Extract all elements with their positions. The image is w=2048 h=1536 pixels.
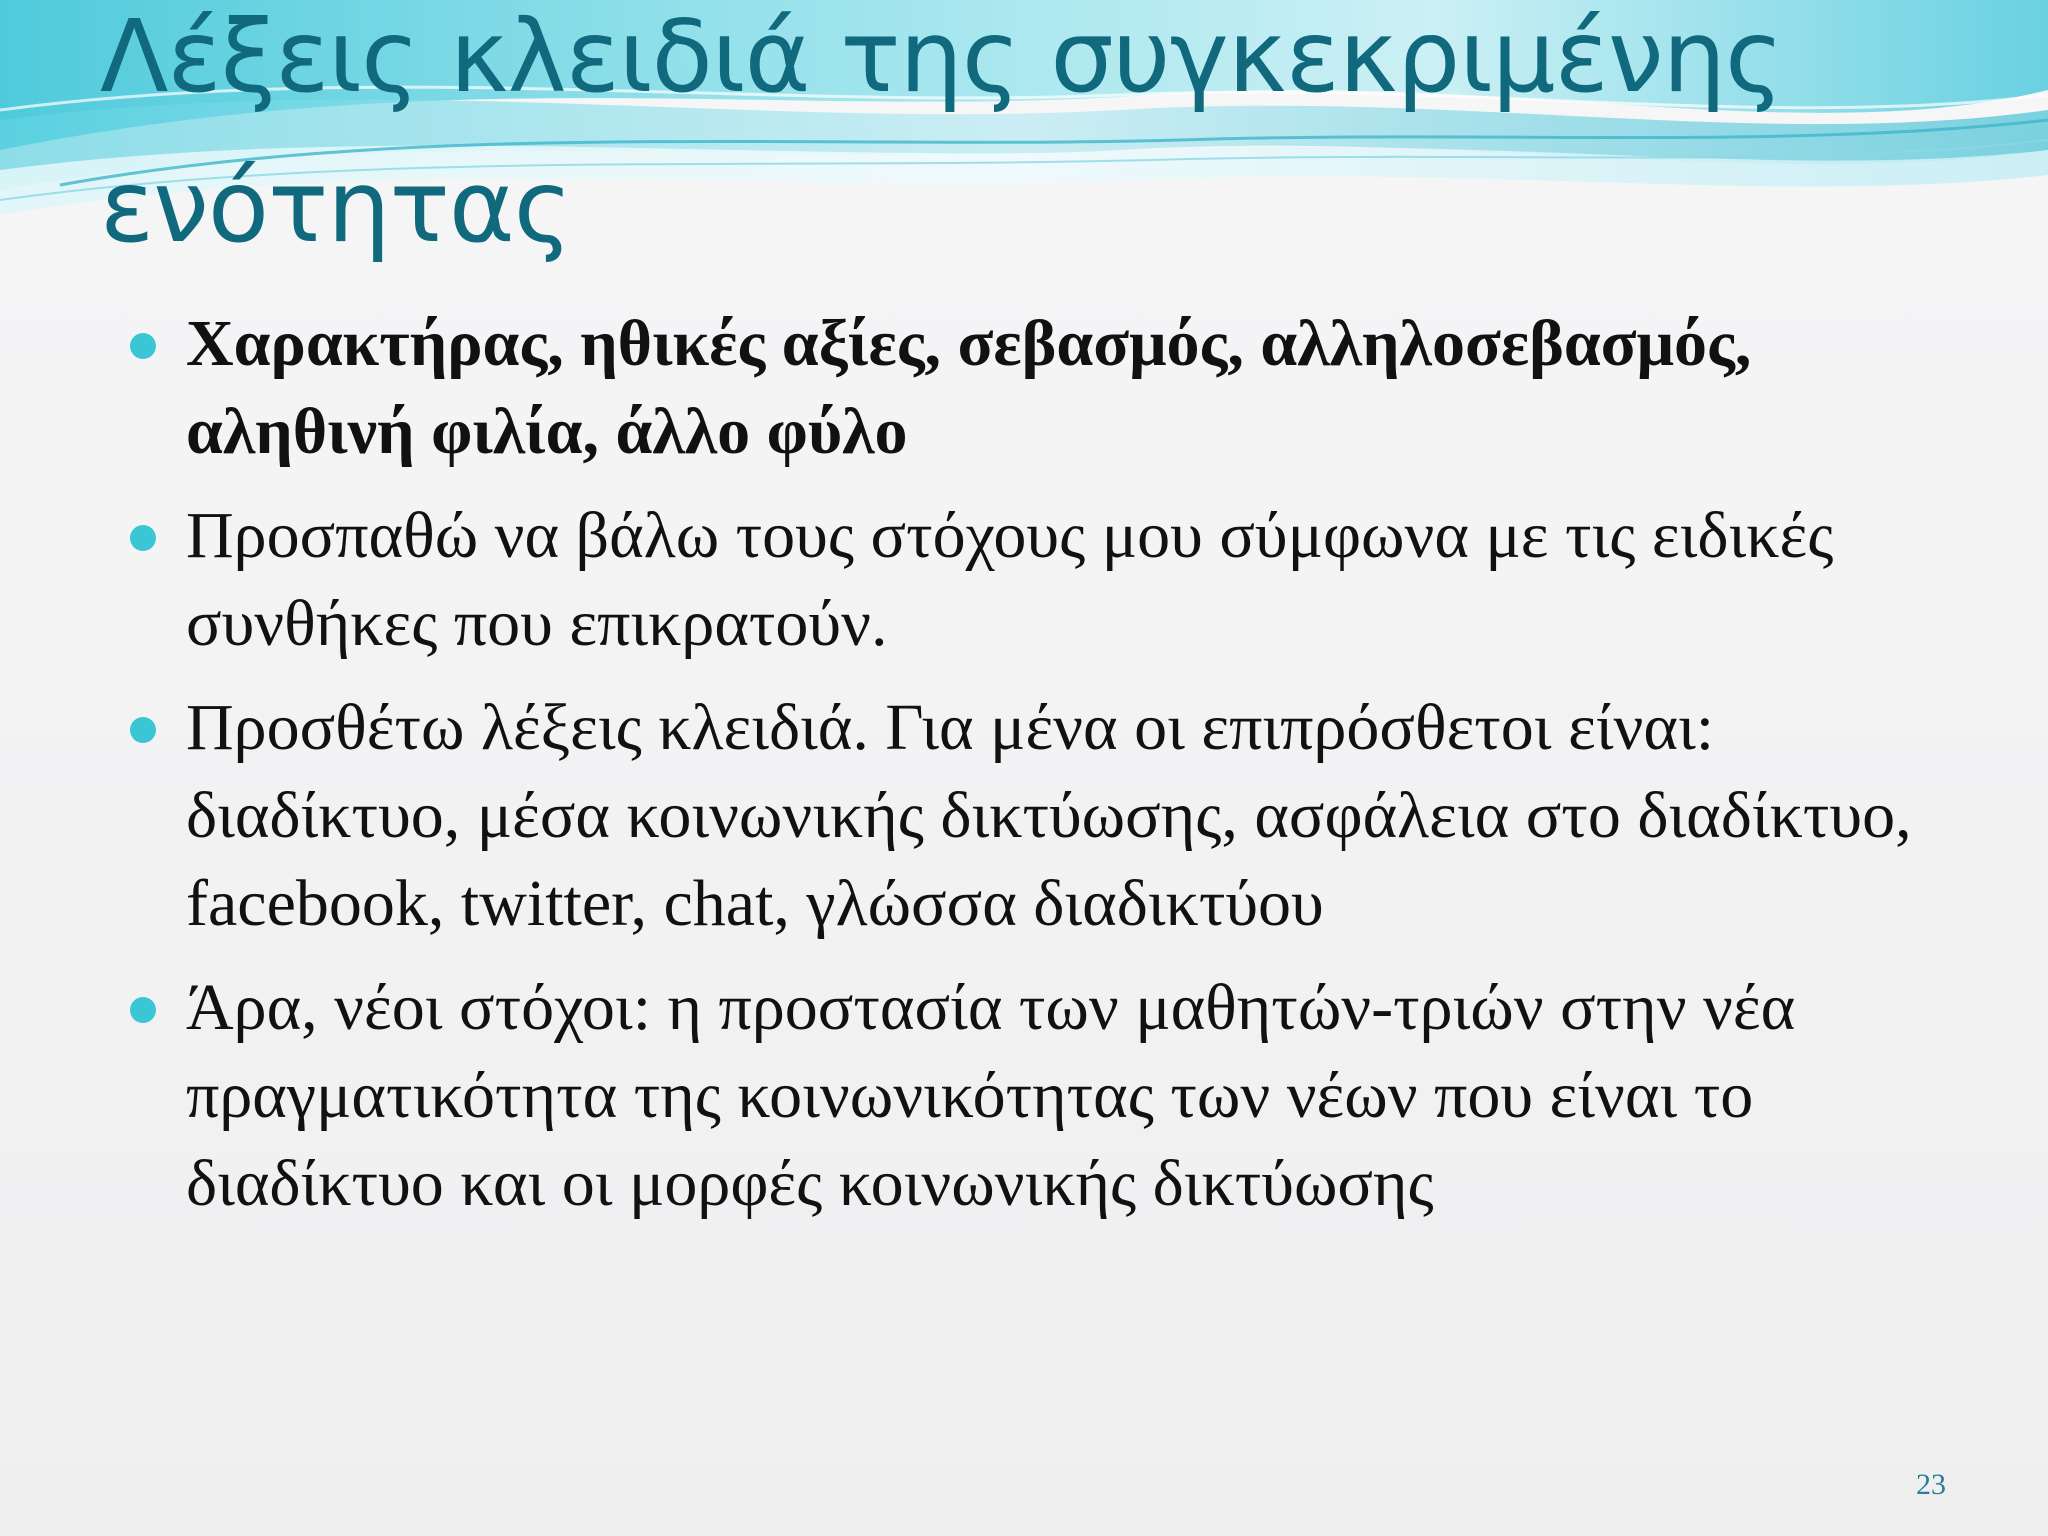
bullet-dot-icon [130, 997, 156, 1023]
bullet-list [130, 300, 1950, 1244]
bullet-item [130, 300, 1950, 476]
bullet-dot-icon [130, 333, 156, 359]
slide-title-line-1: Λέξεις κλειδιά της συγκεκριμένης [100, 0, 1783, 115]
bullet-text: Προσπαθώ να βάλω τους στόχους μου σύμφωνα με τις ειδικές συνθήκες που επικρατούν. [186, 499, 1834, 660]
bullet-dot-icon [130, 525, 156, 551]
bullet-item [130, 964, 1950, 1228]
slide-number: 23 [1916, 1468, 1946, 1501]
bullet-text: Προσθέτω λέξεις κλειδιά. Για μένα οι επιπρόσθετοι είναι: διαδίκτυο, μέσα κοινωνικής δικτύωσης, ασφάλεια στο διαδίκτυο, facebook, twitter, chat, γλώσσα διαδικτύου [186, 691, 1912, 940]
slide-title-line-2: ενότητας [100, 148, 572, 265]
bullet-text: Άρα, νέοι στόχοι: η προστασία των μαθητών-τριών στην νέα πραγματικότητα της κοινωνικότητας των νέων που είναι το διαδίκτυο και οι μορφές κοινωνικής δικτύωσης [186, 971, 1796, 1220]
bullet-item [130, 684, 1950, 948]
bullet-text: Χαρακτήρας, ηθικές αξίες, σεβασμός, αλληλοσεβασμός, αληθινή φιλία, άλλο φύλο [186, 307, 1752, 468]
bullet-dot-icon [130, 717, 156, 743]
bullet-item [130, 492, 1950, 668]
slide-title [100, 0, 2000, 282]
